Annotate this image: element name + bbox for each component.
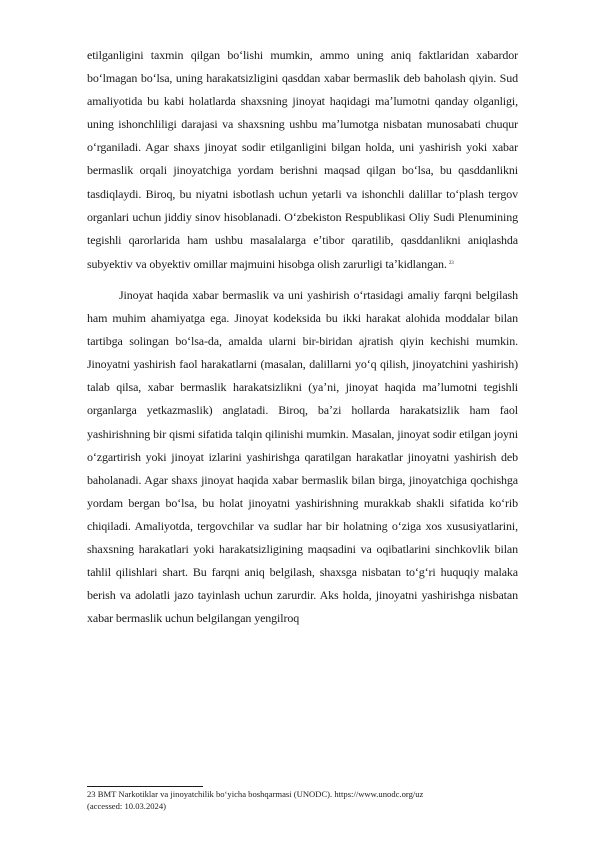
footnote-source[interactable]: 23 BMT Narkotiklar va jinoyatchilik boʻyicha boshqarmasi (UNODC). https://www.unodc.org/uz [87,789,424,799]
paragraph-1 [87,44,518,276]
paragraph-2: Jinoyat haqida xabar bermaslik va uni yashirish oʻrtasidagi amaliy farqni belgilash ham muhim ahamiyatga ega. Jinoyat kodeksida bu ikki harakat alohida moddalar bilan tartibga solingan boʻlsa-da, amalda ularni bir-biridan ajratish qiyin kechishi mumkin. Jinoyatni yashirish faol harakatlarni (masalan, dalillarni yoʻq qilish, jinoyatchini yashirish) talab qilsa, xabar bermaslik harakatsizlikni (yaʼni, jinoyat haqida maʼlumotni tegishli organlarga yetkazmaslik) anglatadi. Biroq, baʼzi hollarda harakatsizlik ham faol yashirishning bir qismi sifatida talqin qilinishi mumkin. Masalan, jinoyat sodir etilgan joyni oʻzgartirish yoki jinoyat izlarini yashirishga qaratilgan harakatlar jinoyatni yashirish deb baholanadi. Agar shaxs jinoyat haqida xabar bermaslik bilan birga, jinoyatchiga qochishga yordam bergan boʻlsa, bu holat jinoyatni yashirishning murakkab shakli sifatida koʻrib chiqiladi. Amaliyotda, tergovchilar va sudlar har bir holatning oʻziga xos xususiyatlarini, shaxsning harakatlari yoki harakatsizligining maqsadini va oqibatlarini sinchkovlik bilan tahlil qilishlari shart. Bu farqni aniq belgilash, shaxsga nisbatan toʻgʻri huquqiy malaka berish va adolatli jazo tayinlash uchun zarurdir. Aks holda, jinoyatni yashirishga nisbatan xabar bermaslik uchun belgilangan yengilroq [87,287,518,626]
footnote-reference[interactable]: 23 [448,260,454,266]
footnote-accessed-date: (accessed: 10.03.2024) [87,800,166,811]
page-body [87,44,518,630]
footnote [87,789,518,813]
paragraph-1-text: etilganligini taxmin qilgan boʻlishi mumkin, ammo uning aniq faktlaridan xabardor boʻlmagan boʻlsa, uning harakatsizligini qasddan xabar bermaslik deb baholash qiyin. Sud amaliyotida bu kabi holatlarda shaxsning jinoyat haqidagi maʼlumotni qanday olganligi, uning ishonchliligi darajasi va shaxsning ushbu maʼlumotga nisbatan munosabati chuqur oʻrganiladi. Agar shaxs jinoyat sodir etilganligini bilgan holda, uni yashirish yoki xabar bermaslik orqali jinoyatchiga yordam berishni maqsad qilgan boʻlsa, bu qasddanlikni tasdiqlaydi. Biroq, bu niyatni isbotlash uchun yetarli va ishonchli dalillar toʻplash tergov organlari uchun jiddiy sinov hisoblanadi. Oʻzbekiston Respublikasi Oliy Sudi Plenumining tegishli qarorlarida ham ushbu masalalarga eʼtibor qaratilib, qasddanlikni aniqlashda subyektiv va obyektiv omillar majmuini hisobga olish zarurligi taʼkidlangan. [87,48,518,271]
footnote-divider [87,786,203,787]
